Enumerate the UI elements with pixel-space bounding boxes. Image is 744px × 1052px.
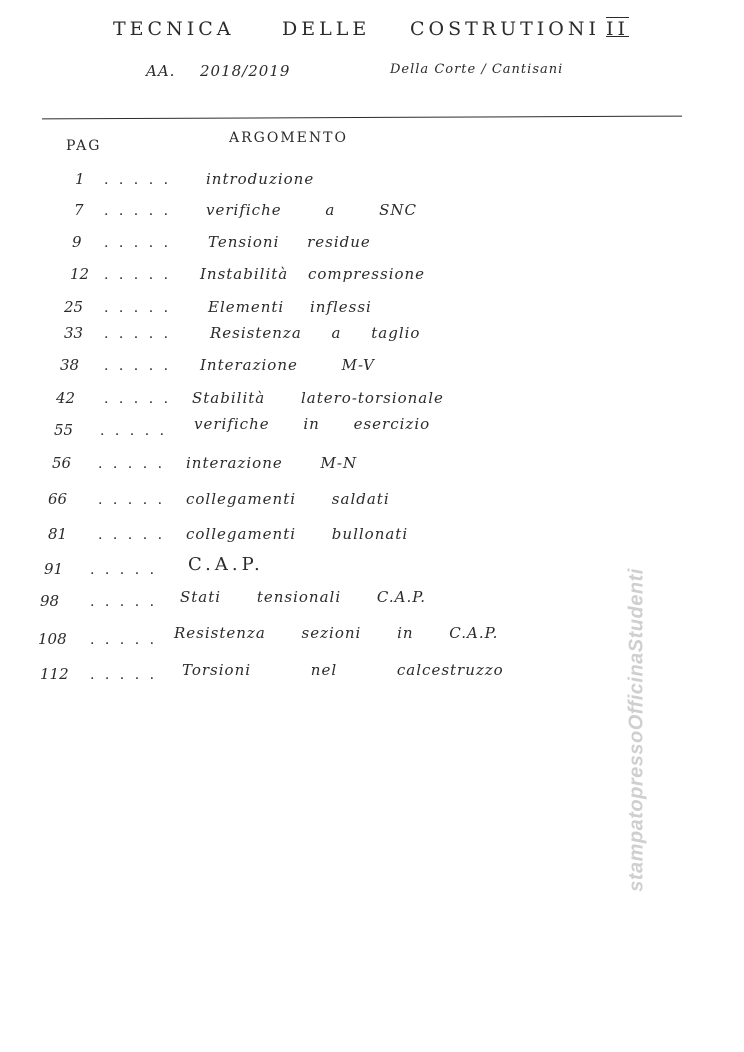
topic: Stati tensionali C.A.P. <box>180 588 427 606</box>
topic: C.A.P. <box>188 554 264 575</box>
toc-row <box>0 201 744 231</box>
toc-row <box>0 170 744 200</box>
leader-dots: . . . . . <box>90 562 158 578</box>
topic: Resistenza sezioni in C.A.P. <box>174 624 499 642</box>
topic: Tensioni residue <box>208 233 371 251</box>
academic-year-label: AA. <box>146 62 176 80</box>
leader-dots: . . . . . <box>104 235 172 251</box>
topic: verifiche in esercizio <box>194 415 431 433</box>
topic: interazione M-N <box>186 454 358 472</box>
toc-row <box>0 356 744 386</box>
title-numeral: II <box>606 18 630 40</box>
leader-dots: . . . . . <box>104 203 172 219</box>
page-number: 112 <box>40 665 69 683</box>
title-word-delle: DELLE <box>282 18 371 40</box>
page-number: 55 <box>54 421 74 439</box>
toc-row <box>0 265 744 295</box>
topic: Elementi inflessi <box>208 298 372 316</box>
page-number: 33 <box>64 324 84 342</box>
topic: Resistenza a taglio <box>210 324 421 342</box>
page-number: 66 <box>48 490 68 508</box>
leader-dots: . . . . . <box>104 326 172 342</box>
leader-dots: . . . . . <box>98 492 166 508</box>
leader-dots: . . . . . <box>104 391 172 407</box>
topic: introduzione <box>206 170 315 188</box>
page-number: 38 <box>60 356 80 374</box>
page-number: 98 <box>40 592 60 610</box>
leader-dots: . . . . . <box>90 632 158 648</box>
page-number: 25 <box>64 298 84 316</box>
authors: Della Corte / Cantisani <box>390 62 564 77</box>
leader-dots: . . . . . <box>104 358 172 374</box>
topic: verifiche a SNC <box>206 201 417 219</box>
column-header-page: PAG <box>66 138 102 154</box>
page-number: 108 <box>38 630 67 648</box>
toc-row <box>0 233 744 263</box>
page-number: 1 <box>75 170 85 188</box>
watermark-text: stampatopressoOfficinaStudenti <box>625 568 648 892</box>
leader-dots: . . . . . <box>98 456 166 472</box>
page-number: 9 <box>72 233 82 251</box>
topic: Torsioni nel calcestruzzo <box>182 661 504 679</box>
leader-dots: . . . . . <box>104 172 172 188</box>
page-number: 91 <box>44 560 64 578</box>
page-number: 7 <box>74 201 84 219</box>
column-header-topic: ARGOMENTO <box>229 130 348 146</box>
title-word-tecnica: TECNICA <box>113 18 235 40</box>
leader-dots: . . . . . <box>98 527 166 543</box>
topic: collegamenti bullonati <box>186 525 409 543</box>
topic: collegamenti saldati <box>186 490 390 508</box>
leader-dots: . . . . . <box>104 267 172 283</box>
leader-dots: . . . . . <box>104 300 172 316</box>
leader-dots: . . . . . <box>90 594 158 610</box>
page-number: 56 <box>52 454 72 472</box>
toc-row <box>0 490 744 520</box>
academic-year: 2018/2019 <box>200 62 291 80</box>
title-word-costruzioni: COSTRUTIONI <box>410 18 601 40</box>
page-number: 42 <box>56 389 76 407</box>
page-number: 81 <box>48 525 68 543</box>
toc-row <box>0 525 744 555</box>
toc-row <box>0 324 744 354</box>
toc-row <box>0 454 744 484</box>
page-number: 12 <box>70 265 90 283</box>
leader-dots: . . . . . <box>100 423 168 439</box>
topic: Stabilità latero-torsionale <box>192 389 444 407</box>
leader-dots: . . . . . <box>90 667 158 683</box>
header-divider <box>42 116 682 120</box>
topic: Interazione M-V <box>200 356 375 374</box>
toc-row <box>0 415 744 451</box>
topic: Instabilità compressione <box>200 265 426 283</box>
